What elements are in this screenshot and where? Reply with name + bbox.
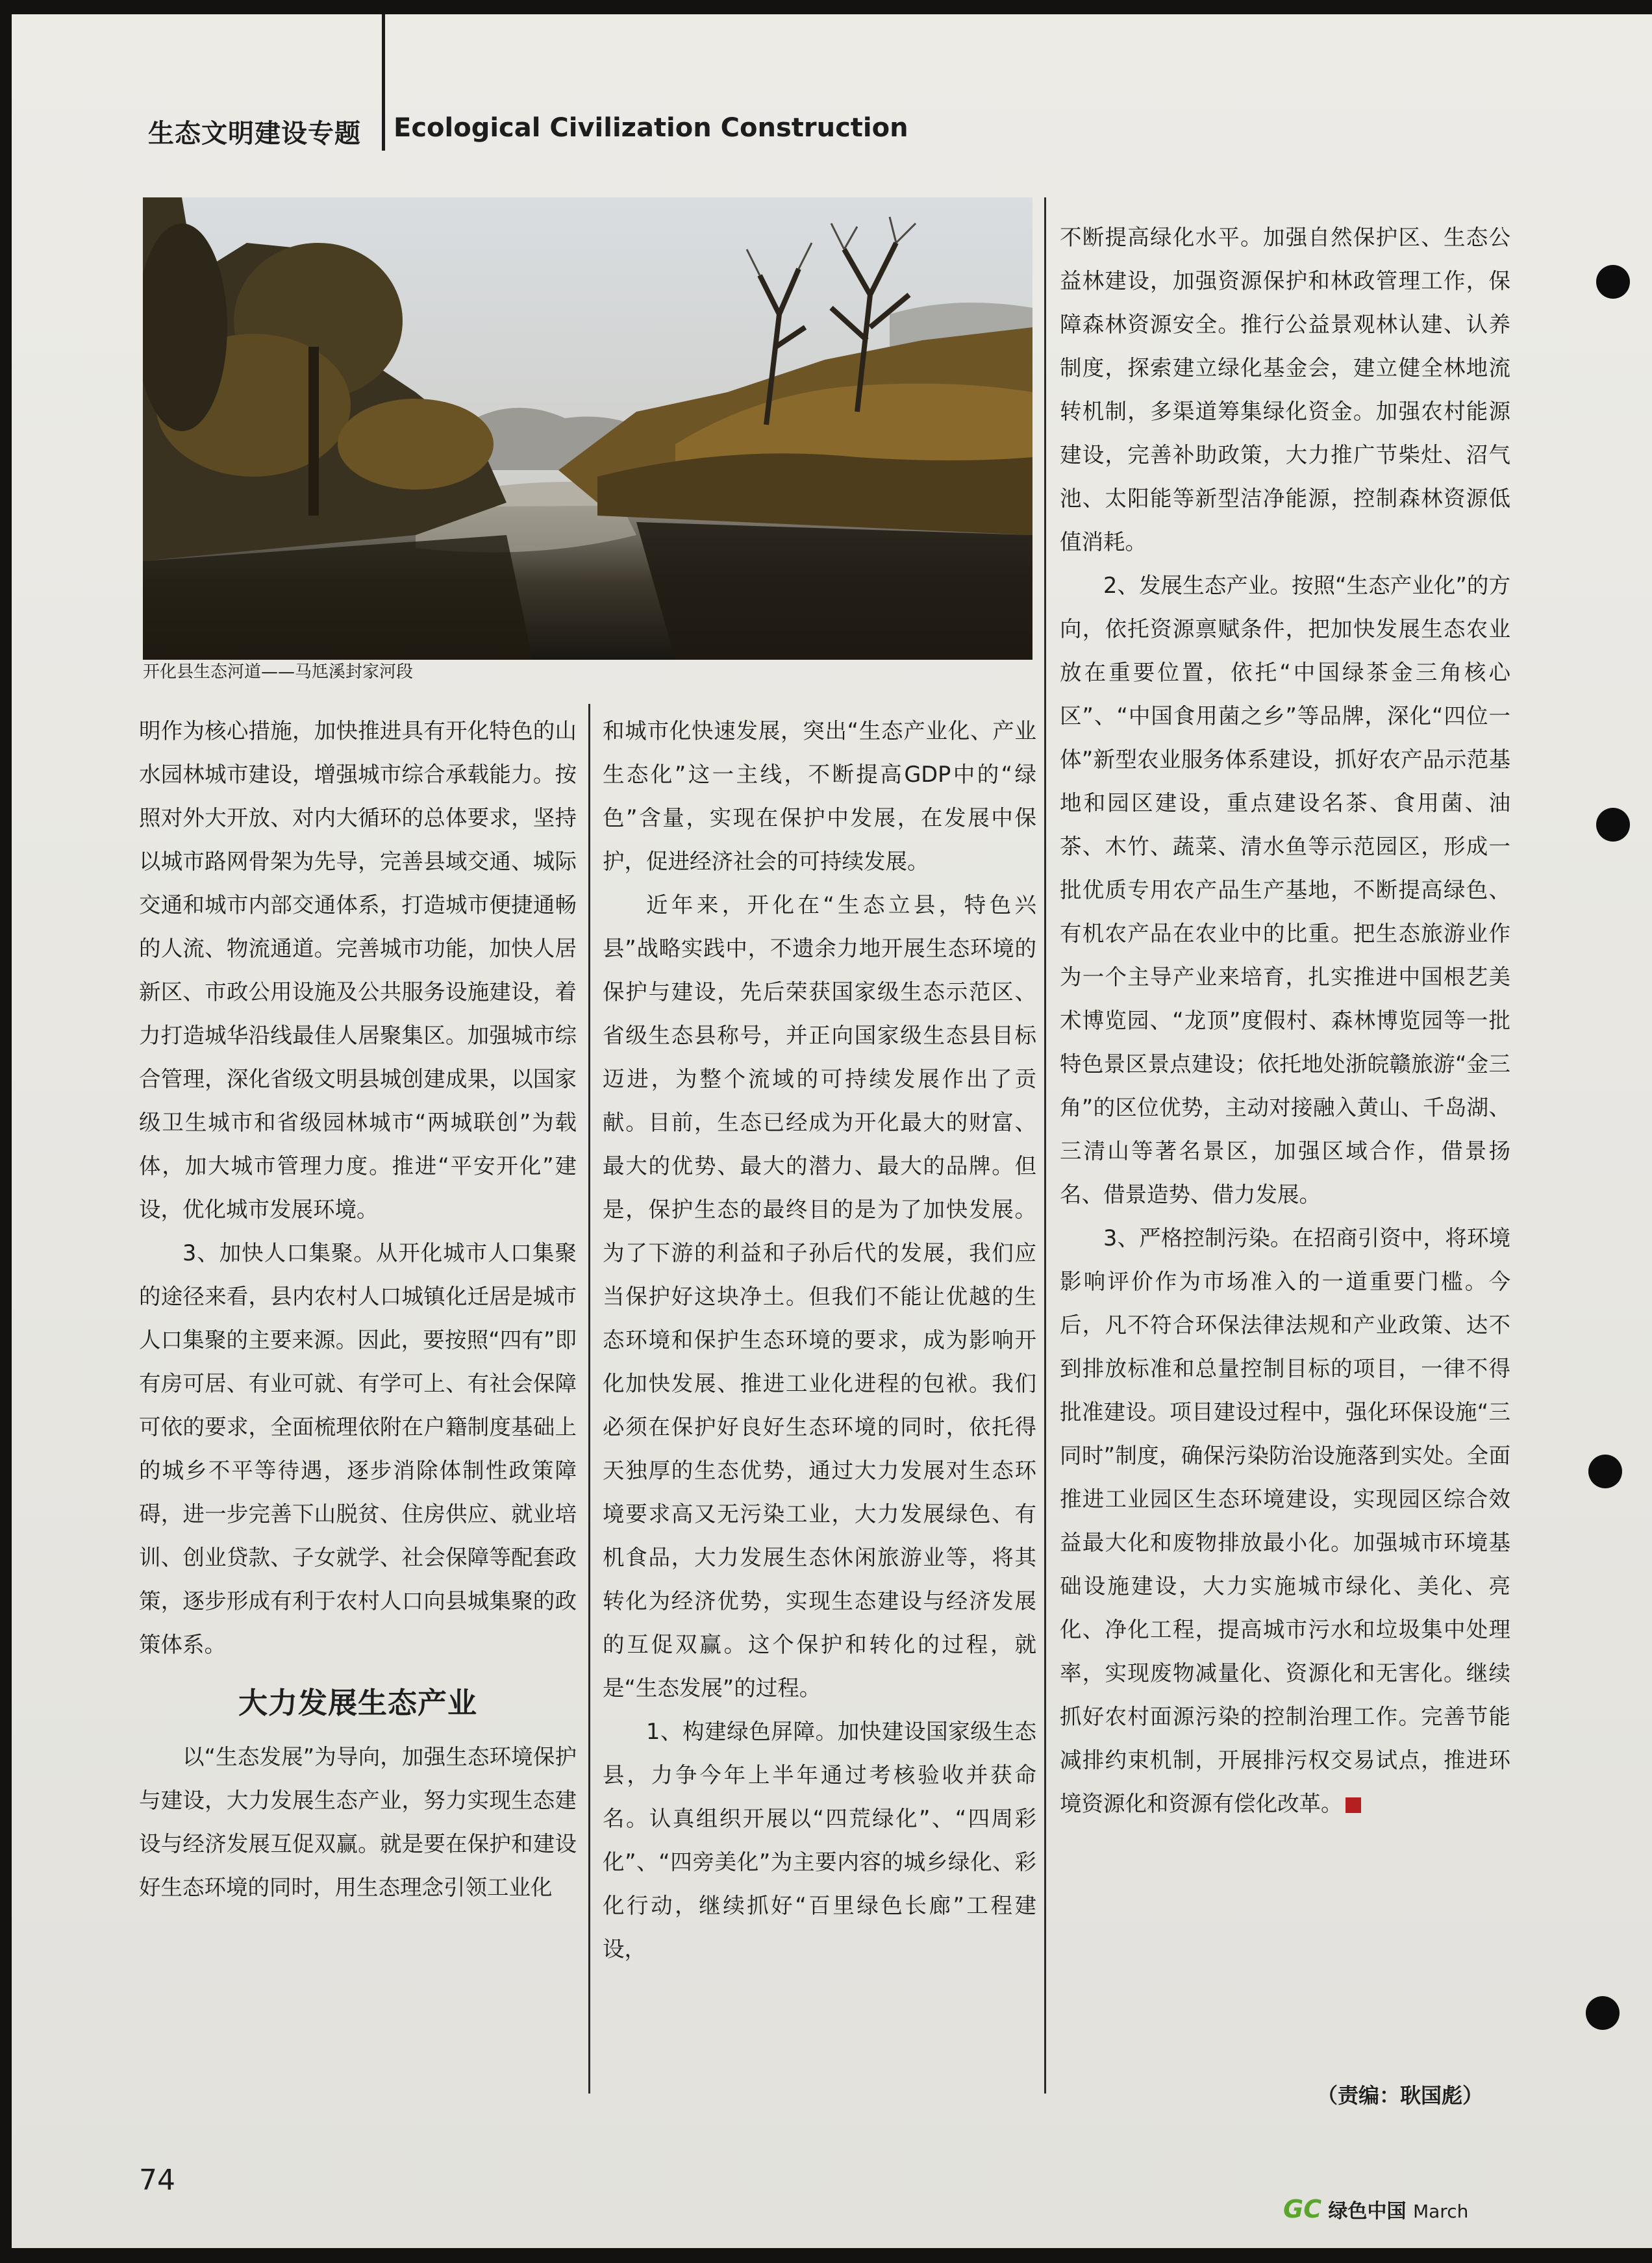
paragraph: 明作为核心措施，加快推进具有开化特色的山水园林城市建设，增强城市综合承载能力。按照对外大开放、对内大循环的总体要求，坚持以城市路网骨架为先导，完善县域交通、城际交通和城市内部交通体系，打造城市便捷通畅的人流、物流通道。完善城市功能，加快人居新区、市政公用设施及公共服务设施建设，着力打造城华沿线最佳人居聚集区。加强城市综合管理，深化省级文明县城创建成果，以国家级卫生城市和省级园林城市“两城联创”为载体，加大城市管理力度。推进“平安开化”建设，优化城市发展环境。 — [139, 718, 577, 1222]
paragraph: 近年来，开化在“生态立县，特色兴县”战略实践中，不遗余力地开展生态环境的保护与建设，先后荣获国家级生态示范区、省级生态县称号，并正向国家级生态县目标迈进，为整个流域的可持续发展作出了贡献。目前，生态已经成为开化最大的财富、最大的优势、最大的潜力、最大的品牌。但是，保护生态的最终目的是为了加快发展。为了下游的利益和子孙后代的发展，我们应当保护好这块净土。但我们不能让优越的生态环境和保护生态环境的要求，成为影响开化加快发展、推进工业化进程的包袱。我们必须在保护好良好生态环境的同时，依托得天独厚的生态优势，通过大力发展对生态环境要求高又无污染工业，大力发展绿色、有机食品，大力发展生态休闲旅游业等，将其转化为经济优势，实现生态建设与经济发展的互促双赢。这个保护和转化的过程，就是“生态发展”的过程。 — [603, 892, 1036, 1701]
column-rule-2 — [1044, 197, 1046, 2094]
paragraph: 以“生态发展”为导向，加强生态环境保护与建设，大力发展生态产业，努力实现生态建设与经济发展互促双赢。就是要在保护和建设好生态环境的同时，用生态理念引领工业化 — [139, 1744, 577, 1900]
paragraph-text: 3、严格控制污染。在招商引资中，将环境影响评价作为市场准入的一道重要门槛。今后，凡不符合环保法律法规和产业政策、达不到排放标准和总量控制目标的项目，一律不得批准建设。项目建设过程中，强化环保设施“三同时”制度，确保污染防治设施落到实处。全面推进工业园区生态环境建设，实现园区综合效益最大化和废物排放最小化。加强城市环境基础设施建设，大力实施城市绿化、美化、亮化、净化工程，提高城市污水和垃圾集中处理率，实现废物减量化、资源化和无害化。继续抓好农村面源污染的控制治理工作。完善节能减排约束机制，开展排污权交易试点，推进环境资源化和资源有偿化改革。 — [1060, 1225, 1510, 1816]
column-rule-1 — [588, 704, 590, 2094]
photo-caption: 开化县生态河道——马尪溪封家河段 — [143, 662, 414, 682]
magazine-brand — [1283, 2195, 1468, 2223]
section-heading: 大力发展生态产业 — [238, 1686, 477, 1720]
binder-hole — [1596, 265, 1630, 299]
paragraph: 1、构建绿色屏障。加快建设国家级生态县，力争今年上半年通过考核验收并获命名。认真组织开展以“四荒绿化”、“四周彩化”、“四旁美化”为主要内容的城乡绿化、彩化行动，继续抓好“百里绿色长廊”工程建设， — [603, 1719, 1036, 1962]
river-photo — [143, 197, 1032, 660]
paragraph: 不断提高绿化水平。加强自然保护区、生态公益林建设，加强资源保护和林政管理工作，保障森林资源安全。推行公益景观林认建、认养制度，探索建立绿化基金会，建立健全林地流转机制，多渠道筹集绿化资金。加强农村能源建设，完善补助政策，大力推广节柴灶、沼气池、太阳能等新型洁净能源，控制森林资源低值消耗。 — [1060, 225, 1510, 555]
text-column-2 — [603, 709, 1036, 1971]
paragraph: 3、加快人口集聚。从开化城市人口集聚的途径来看，县内农村人口城镇化迁居是城市人口集聚的主要来源。因此，要按照“四有”即有房可居、有业可就、有学可上、有社会保障可依的要求，全面梳理依附在户籍制度基础上的城乡不平等待遇，逐步消除体制性政策障碍，进一步完善下山脱贫、住房供应、就业培训、创业贷款、子女就学、社会保障等配套政策，逐步形成有利于农村人口向县城集聚的政策体系。 — [139, 1240, 577, 1657]
binder-hole — [1596, 808, 1630, 842]
header-vertical-rule — [382, 14, 385, 151]
section-title-zh: 生态文明建设专题 — [148, 119, 361, 149]
page-number: 74 — [139, 2164, 175, 2197]
paragraph: 和城市化快速发展，突出“生态产业化、产业生态化”这一主线，不断提高GDP中的“绿色”含量，实现在保护中发展，在发展中保护，促进经济社会的可持续发展。 — [603, 718, 1036, 874]
text-column-1 — [139, 709, 577, 1909]
binder-hole — [1586, 1996, 1620, 2030]
paragraph — [1060, 1216, 1510, 1825]
section-title-en: Ecological Civilization Construction — [394, 113, 908, 143]
magazine-name: 绿色中国 — [1328, 2200, 1407, 2223]
end-mark-icon — [1345, 1797, 1361, 1813]
binder-hole — [1588, 1455, 1622, 1488]
text-column-3 — [1060, 216, 1510, 1825]
magazine-page — [12, 14, 1652, 2248]
editor-credit: （责编：耿国彪） — [1317, 2083, 1484, 2108]
issue-month: March — [1412, 2201, 1469, 2222]
magazine-logo: GC — [1283, 2195, 1322, 2223]
paragraph: 2、发展生态产业。按照“生态产业化”的方向，依托资源禀赋条件，把加快发展生态农业放在重要位置，依托“中国绿茶金三角核心区”、“中国食用菌之乡”等品牌，深化“四位一体”新型农业服务体系建设，抓好农产品示范基地和园区建设，重点建设名茶、食用菌、油茶、木竹、蔬菜、清水鱼等示范园区，形成一批优质专用农产品生产基地，不断提高绿色、有机农产品在农业中的比重。把生态旅游业作为一个主导产业来培育，扎实推进中国根艺美术博览园、“龙顶”度假村、森林博览园等一批特色景区景点建设；依托地处浙皖赣旅游“金三角”的区位优势，主动对接融入黄山、千岛湖、三清山等著名景区，加强区域合作，借景扬名、借景造势、借力发展。 — [1060, 573, 1510, 1207]
